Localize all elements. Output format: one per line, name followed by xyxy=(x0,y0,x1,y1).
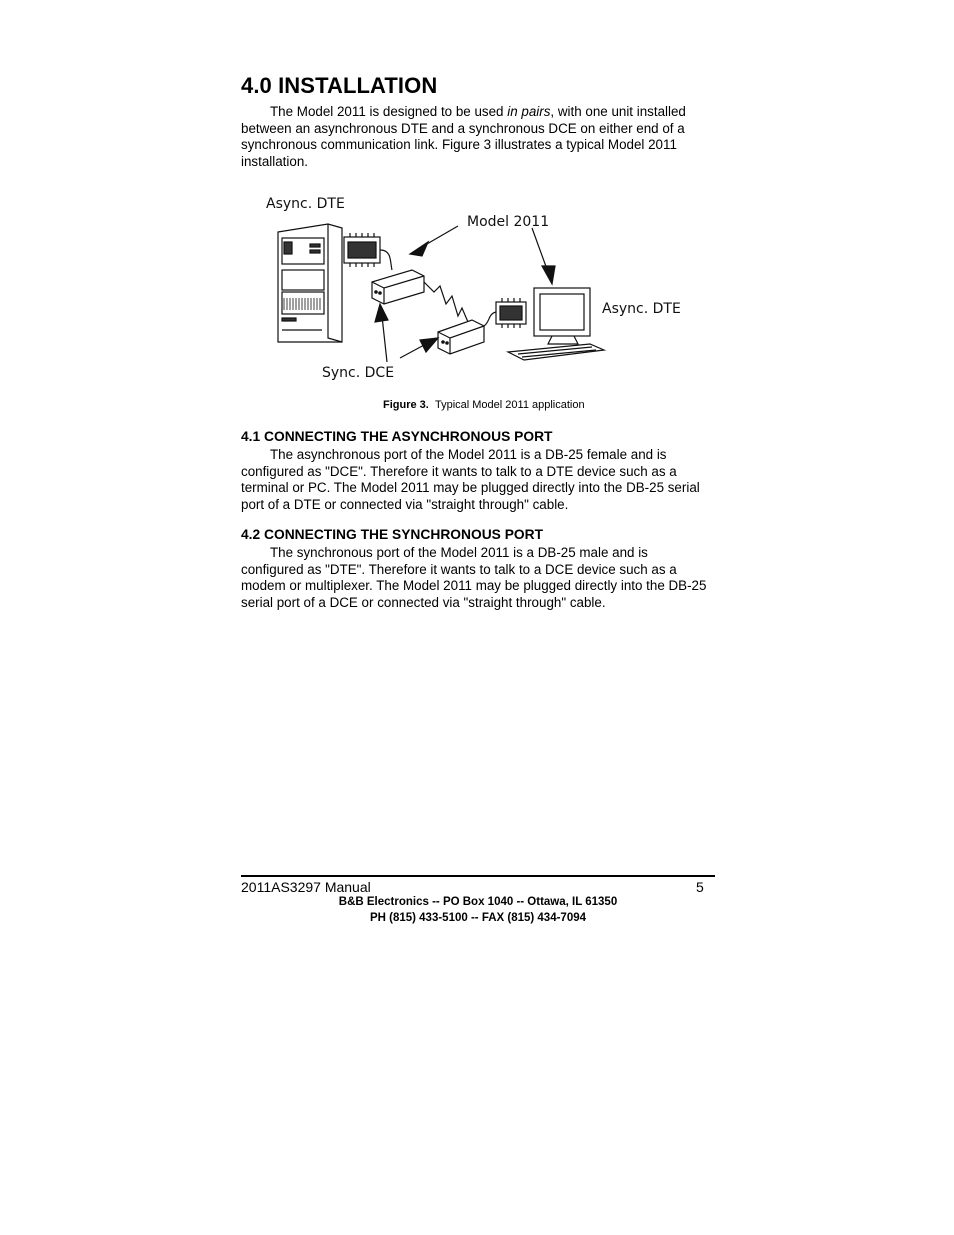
footer-page-number: 5 xyxy=(696,879,704,895)
connector-right-icon xyxy=(496,298,526,328)
page-heading: 4.0 INSTALLATION xyxy=(241,73,438,98)
section-body-async-port: The asynchronous port of the Model 2011 is a DB-25 female and is configured as "DCE". Therefore it wants to talk to a DTE device such as a terminal or PC. The Model 2011 may be plugged directly into the DB-25 serial port of a DTE or connected via "straight through" cable. xyxy=(241,447,700,512)
arrow-sync-dce-upper-icon xyxy=(375,304,388,362)
connector-left-icon xyxy=(344,233,380,267)
cable-model-to-dte xyxy=(484,312,496,326)
footer-address: B&B Electronics -- PO Box 1040 -- Ottawa, IL 61350 xyxy=(338,896,618,908)
intro-emphasis: in pairs xyxy=(507,104,551,119)
figure-caption-text: Typical Model 2011 application xyxy=(434,399,585,411)
model-2011-unit-upper-icon xyxy=(372,270,424,304)
arrow-model-lower-icon xyxy=(532,228,555,284)
section-heading-async-port: 4.1 CONNECTING THE ASYNCHRONOUS PORT xyxy=(241,429,553,444)
sync-link-line xyxy=(424,282,468,322)
footer-manual-title: 2011AS3297 Manual xyxy=(241,879,371,895)
label-async-dte-left: Async. DTE xyxy=(266,196,345,212)
figure-caption xyxy=(383,399,585,411)
label-sync-dce: Sync. DCE xyxy=(322,365,395,381)
arrow-sync-dce-lower-icon xyxy=(400,338,438,358)
diagram-svg xyxy=(262,192,692,387)
installation-diagram xyxy=(262,192,692,387)
intro-text-before: The Model 2011 is designed to be used xyxy=(270,104,508,119)
tower-computer-icon xyxy=(278,224,342,342)
footer-divider xyxy=(241,875,715,877)
figure-caption-number: Figure 3. xyxy=(383,399,429,411)
arrow-model-upper-icon xyxy=(410,226,458,256)
section-heading-sync-port: 4.2 CONNECTING THE SYNCHRONOUS PORT xyxy=(241,527,544,542)
label-model-2011: Model 2011 xyxy=(467,214,550,230)
footer-phone: PH (815) 433-5100 -- FAX (815) 434-7094 xyxy=(369,912,587,924)
intro-text-after: , with one unit installed between an asynchronous DTE and a synchronous DCE on either end of a synchronous communication link. Figure 3 illustrates a typical Model 2011 installation. xyxy=(241,104,686,169)
cable-dte-to-model xyxy=(380,250,392,270)
model-2011-unit-lower-icon xyxy=(438,320,484,354)
label-async-dte-right: Async. DTE xyxy=(602,301,681,317)
section-body-sync-port: The synchronous port of the Model 2011 is a DB-25 male and is configured as "DTE". Therefore it wants to talk to a DCE device such as a modem or multiplexer. The Model 2011 may be plugged directly into the DB-25 serial port of a DCE or connected via "straight through" cable. xyxy=(241,545,707,610)
intro-paragraph xyxy=(241,104,713,170)
